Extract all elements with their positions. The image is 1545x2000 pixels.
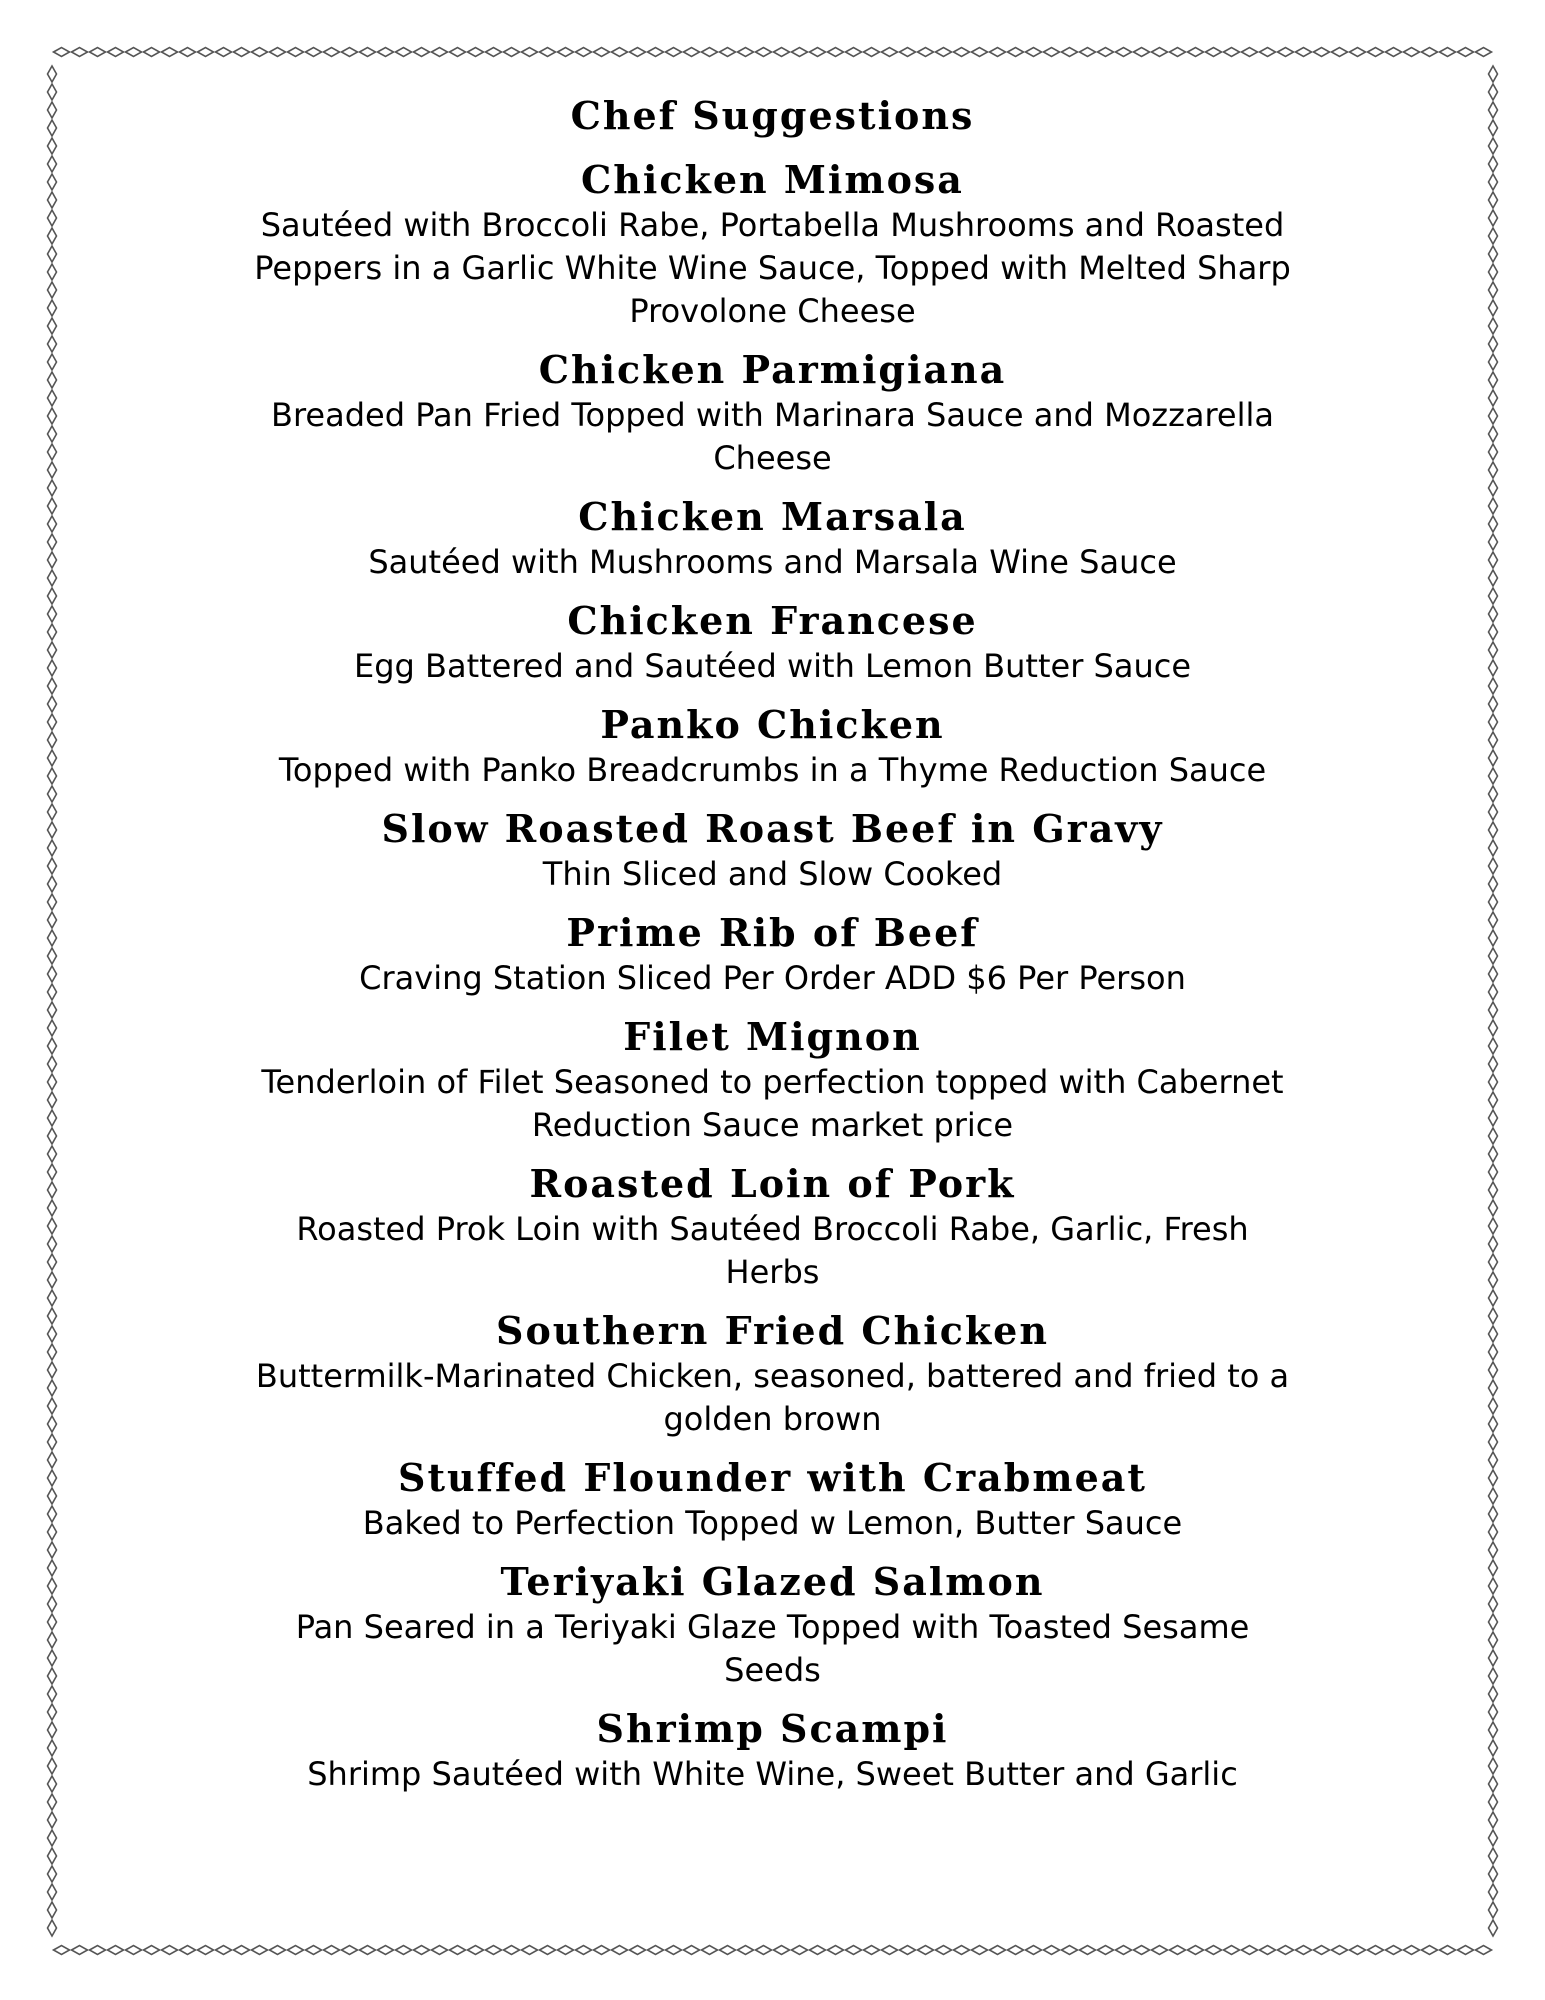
dish-name: Filet Mignon bbox=[623, 1014, 922, 1059]
menu-item-teriyaki-salmon bbox=[120, 1558, 1425, 1692]
menu-item-loin-of-pork bbox=[120, 1160, 1425, 1294]
menu-page bbox=[120, 92, 1425, 1809]
dish-description: Baked to Perfection Topped w Lemon, Butter Sauce bbox=[362, 1504, 1183, 1542]
menu-item-stuffed-flounder bbox=[120, 1454, 1425, 1545]
dish-name: Chicken Francese bbox=[567, 598, 978, 643]
page-title: Chef Suggestions bbox=[570, 93, 975, 138]
dish-description: Tenderloin of Filet Seasoned to perfection topped with Cabernet Reduction Sauce market price bbox=[261, 1063, 1284, 1144]
menu-list bbox=[120, 156, 1425, 1796]
menu-item-shrimp-scampi bbox=[120, 1705, 1425, 1796]
dish-name: Shrimp Scampi bbox=[596, 1706, 949, 1751]
dish-name: Roasted Loin of Pork bbox=[529, 1161, 1016, 1206]
dish-description: Roasted Prok Loin with Sautéed Broccoli Rabe, Garlic, Fresh Herbs bbox=[296, 1210, 1249, 1291]
dish-description: Craving Station Sliced Per Order ADD $6 Per Person bbox=[359, 959, 1186, 997]
menu-item-chicken-marsala bbox=[120, 493, 1425, 584]
menu-item-chicken-parmigiana bbox=[120, 346, 1425, 480]
dish-name: Chicken Parmigiana bbox=[538, 347, 1007, 392]
dish-name: Stuffed Flounder with Crabmeat bbox=[398, 1455, 1147, 1500]
menu-item-roast-beef bbox=[120, 805, 1425, 896]
dish-name: Chicken Marsala bbox=[578, 494, 967, 539]
dish-description: Breaded Pan Fried Topped with Marinara Sauce and Mozzarella Cheese bbox=[271, 396, 1274, 477]
dish-description: Egg Battered and Sautéed with Lemon Butter Sauce bbox=[353, 647, 1191, 685]
dish-description: Pan Seared in a Teriyaki Glaze Topped with Toasted Sesame Seeds bbox=[295, 1608, 1250, 1689]
dish-name: Southern Fried Chicken bbox=[496, 1308, 1049, 1353]
menu-item-prime-rib bbox=[120, 909, 1425, 1000]
dish-name: Panko Chicken bbox=[600, 702, 945, 747]
dish-description: Sautéed with Broccoli Rabe, Portabella Mushrooms and Roasted Peppers in a Garlic White Wine Sauce, Topped with Melted Sharp Provolone Cheese bbox=[254, 206, 1291, 330]
menu-item-chicken-mimosa bbox=[120, 156, 1425, 333]
dish-name: Slow Roasted Roast Beef in Gravy bbox=[381, 806, 1164, 851]
menu-item-filet-mignon bbox=[120, 1013, 1425, 1147]
dish-description: Thin Sliced and Slow Cooked bbox=[542, 855, 1003, 893]
dish-description: Sautéed with Mushrooms and Marsala Wine Sauce bbox=[368, 543, 1177, 581]
menu-item-southern-fried-chicken bbox=[120, 1307, 1425, 1441]
dish-description: Shrimp Sautéed with White Wine, Sweet Butter and Garlic bbox=[307, 1755, 1238, 1793]
menu-item-chicken-francese bbox=[120, 597, 1425, 688]
menu-item-panko-chicken bbox=[120, 701, 1425, 792]
dish-name: Prime Rib of Beef bbox=[566, 910, 979, 955]
dish-description: Buttermilk-Marinated Chicken, seasoned, battered and fried to a golden brown bbox=[255, 1357, 1290, 1438]
dish-name: Chicken Mimosa bbox=[581, 157, 964, 202]
dish-name: Teriyaki Glazed Salmon bbox=[500, 1559, 1045, 1604]
dish-description: Topped with Panko Breadcrumbs in a Thyme Reduction Sauce bbox=[278, 751, 1267, 789]
